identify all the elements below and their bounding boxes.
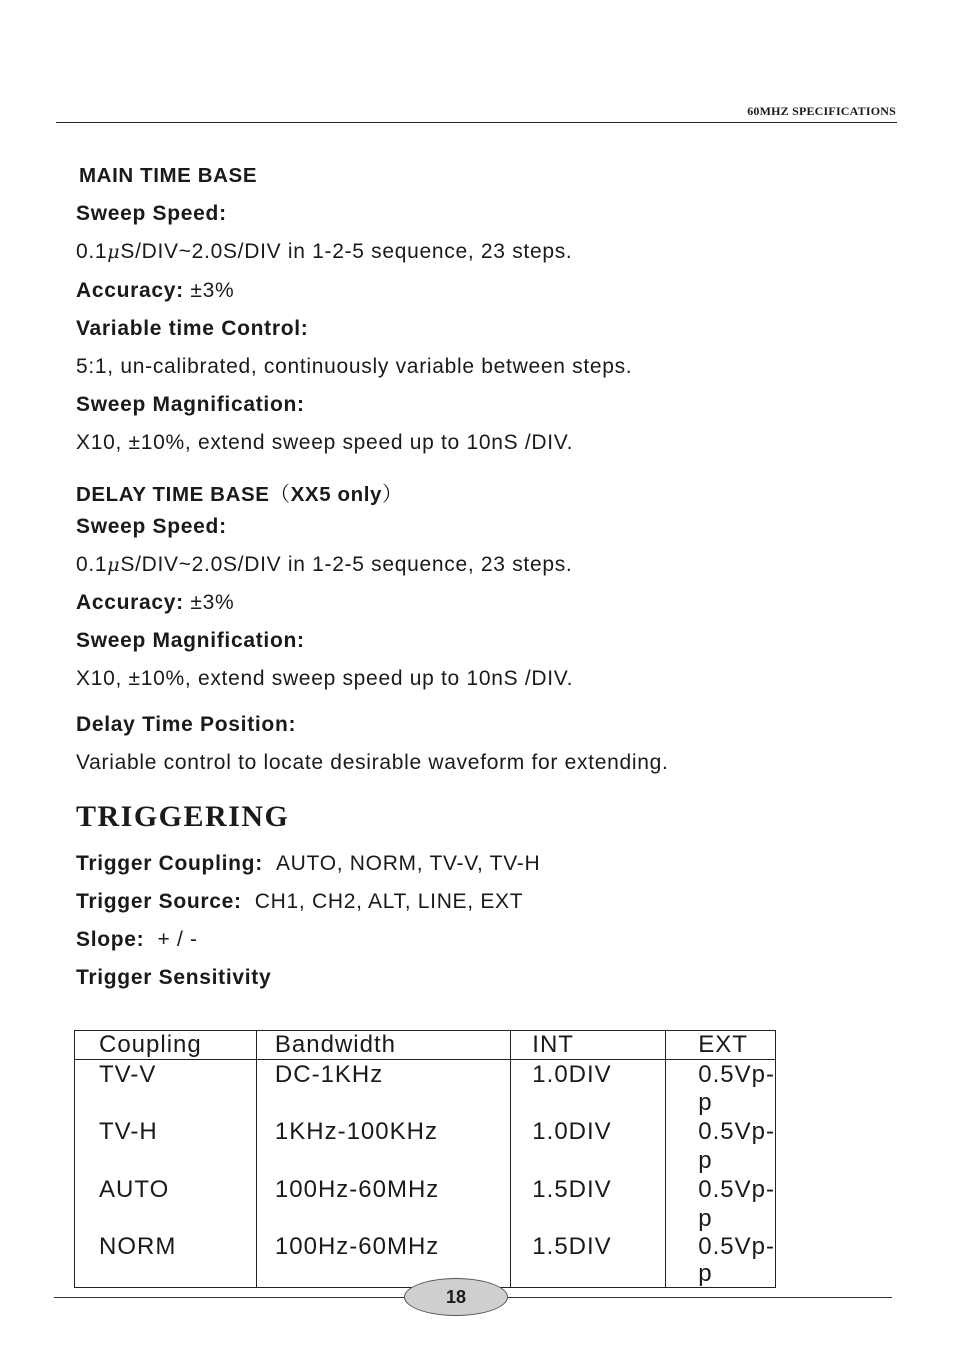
table-cell: 1.5DIV	[511, 1175, 666, 1233]
main-accuracy-label: Accuracy:	[76, 279, 184, 302]
slope-value: + / -	[157, 928, 198, 951]
main-sweep-speed-label: Sweep Speed:	[76, 202, 227, 225]
table-cell: TV-H	[75, 1117, 257, 1175]
table-cell: TV-V	[75, 1060, 257, 1118]
table-cell: NORM	[75, 1233, 257, 1288]
main-magnification-value: X10, ±10%, extend sweep speed up to 10nS /DIV.	[76, 431, 574, 454]
slope-line	[76, 928, 198, 952]
table-cell: 0.5Vp-p	[666, 1117, 776, 1175]
delay-accuracy-value: ±3%	[183, 591, 235, 614]
table-cell: 1.0DIV	[511, 1117, 666, 1175]
table-cell: DC-1KHz	[256, 1060, 510, 1118]
delay-sweep-speed-value	[76, 553, 572, 577]
table-cell: 100Hz-60MHz	[256, 1175, 510, 1233]
delay-accuracy-label: Accuracy:	[76, 591, 184, 614]
footer-divider-left	[54, 1297, 406, 1298]
table-header-cell: INT	[511, 1031, 666, 1060]
main-time-base-heading: MAIN TIME BASE	[79, 164, 258, 187]
delay-sweep-speed-pre: 0.1	[76, 553, 108, 576]
page-number: 18	[404, 1278, 508, 1316]
table-row	[75, 1060, 776, 1118]
delay-magnification-label: Sweep Magnification:	[76, 629, 305, 652]
header-title: 60MHZ SPECIFICATIONS	[747, 104, 896, 118]
mu-symbol: μ	[107, 554, 121, 576]
delay-heading-main: DELAY TIME BASE	[76, 483, 270, 506]
delay-heading-open: （	[269, 483, 291, 506]
main-accuracy-line	[76, 279, 234, 303]
trigger-coupling-value: AUTO, NORM, TV-V, TV-H	[275, 852, 541, 875]
delay-time-base-heading	[76, 477, 403, 507]
delay-sweep-speed-post: S/DIV~2.0S/DIV in 1-2-5 sequence, 23 steps.	[120, 553, 573, 576]
trigger-source-line	[76, 890, 523, 914]
table-cell: 1.0DIV	[511, 1060, 666, 1118]
table-cell: 1.5DIV	[511, 1233, 666, 1288]
main-sweep-speed-post: S/DIV~2.0S/DIV in 1-2-5 sequence, 23 steps.	[120, 240, 573, 263]
table-header-cell: EXT	[666, 1031, 776, 1060]
footer-divider-right	[506, 1297, 892, 1298]
delay-heading-close: ）	[382, 483, 404, 506]
mu-symbol: μ	[107, 241, 121, 263]
table-cell: AUTO	[75, 1175, 257, 1233]
trigger-sensitivity-table	[74, 1030, 776, 1288]
main-sweep-speed-value	[76, 240, 572, 264]
triggering-heading: TRIGGERING	[76, 800, 290, 833]
delay-time-position-value: Variable control to locate desirable waveform for extending.	[76, 751, 669, 774]
table-row	[75, 1175, 776, 1233]
table-header-cell: Coupling	[75, 1031, 257, 1060]
slope-label: Slope:	[76, 928, 145, 951]
table-cell: 100Hz-60MHz	[256, 1233, 510, 1288]
table-cell: 0.5Vp-p	[666, 1175, 776, 1233]
delay-time-position-label: Delay Time Position:	[76, 713, 297, 736]
trigger-coupling-line	[76, 852, 540, 876]
variable-time-control-value: 5:1, un-calibrated, continuously variable between steps.	[76, 355, 633, 378]
main-magnification-label: Sweep Magnification:	[76, 393, 305, 416]
delay-accuracy-line	[76, 591, 234, 615]
delay-heading-inner: XX5 only	[290, 483, 383, 506]
variable-time-control-label: Variable time Control:	[76, 317, 309, 340]
delay-sweep-speed-label: Sweep Speed:	[76, 515, 227, 538]
main-accuracy-value: ±3%	[183, 279, 235, 302]
table-header-row	[75, 1031, 776, 1060]
table-row	[75, 1233, 776, 1288]
main-sweep-speed-pre: 0.1	[76, 240, 108, 263]
table-row	[75, 1117, 776, 1175]
delay-magnification-value: X10, ±10%, extend sweep speed up to 10nS /DIV.	[76, 667, 574, 690]
header-divider	[56, 122, 897, 123]
trigger-source-value: CH1, CH2, ALT, LINE, EXT	[254, 890, 524, 913]
table-cell: 0.5Vp-p	[666, 1060, 776, 1118]
trigger-coupling-label: Trigger Coupling:	[76, 852, 263, 875]
table-cell: 1KHz-100KHz	[256, 1117, 510, 1175]
table-cell: 0.5Vp-p	[666, 1233, 776, 1288]
trigger-sensitivity-label: Trigger Sensitivity	[76, 966, 272, 989]
trigger-source-label: Trigger Source:	[76, 890, 242, 913]
table-header-cell: Bandwidth	[256, 1031, 510, 1060]
